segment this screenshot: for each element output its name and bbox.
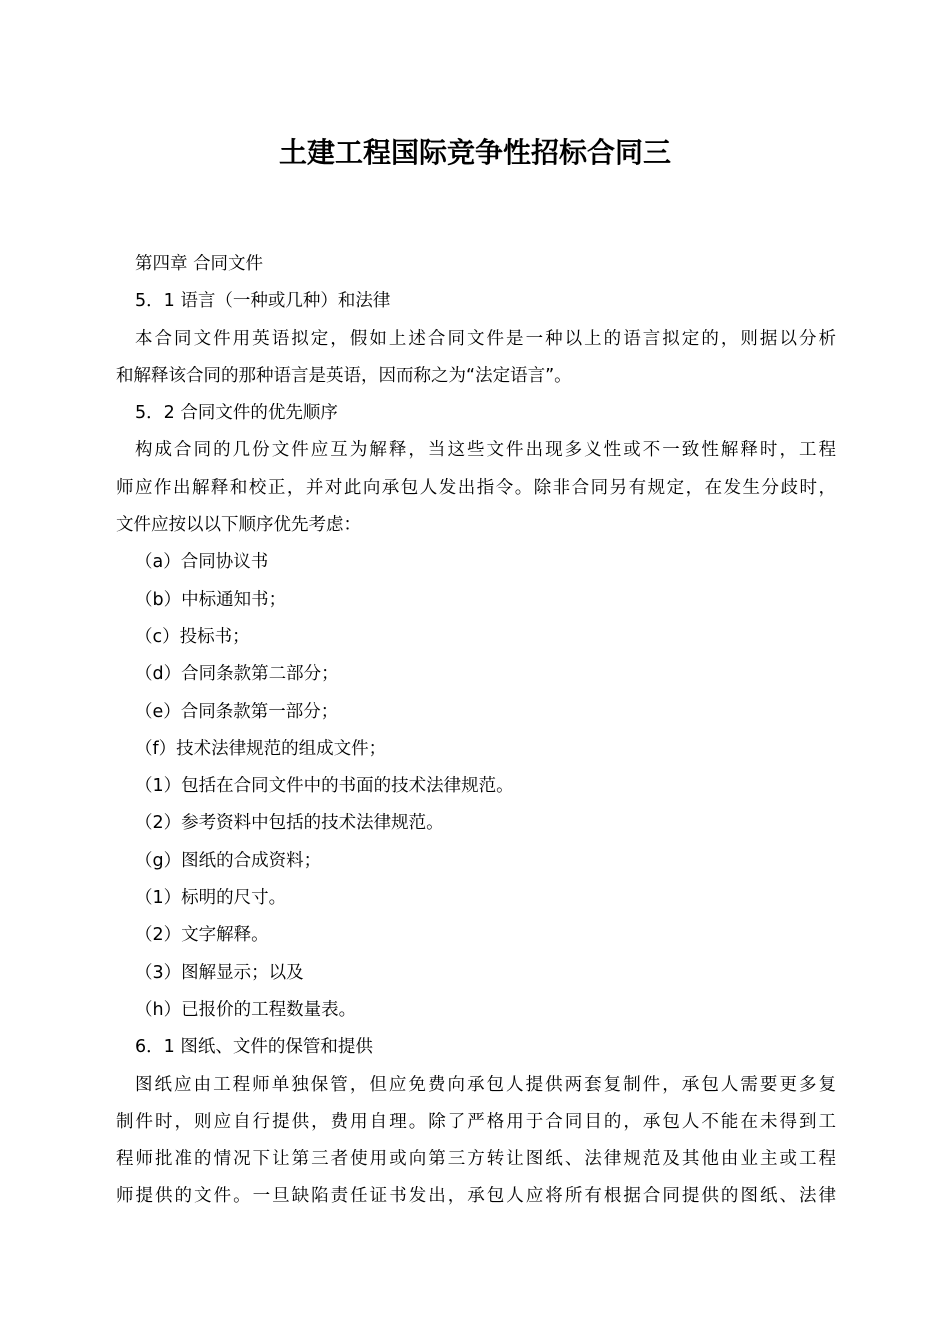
section-heading-5-2: 5．2 合同文件的优先顺序 (135, 403, 338, 424)
list-item: （3）图解显示；以及 (135, 962, 304, 983)
section-heading-6-1: 6．1 图纸、文件的保管和提供 (135, 1037, 373, 1058)
chapter-heading: 第四章 合同文件 (135, 254, 264, 274)
section-heading-5-1: 5．1 语言（一种或几种）和法律 (135, 291, 391, 312)
list-item: （h）已报价的工程数量表。 (135, 999, 357, 1020)
paragraph-line: 制件时，则应自行提供，费用自理。除了严格用于合同目的，承包人不能在未得到工 (116, 1111, 836, 1132)
paragraph-line: 图纸应由工程师单独保管，但应免费向承包人提供两套复制件，承包人需要更多复 (135, 1074, 836, 1095)
list-item: （a）合同协议书 (135, 552, 269, 573)
list-item: （b）中标通知书； (135, 589, 287, 610)
list-item: （c）投标书； (135, 626, 250, 647)
list-item: （d）合同条款第二部分； (135, 664, 339, 685)
list-item: （1）包括在合同文件中的书面的技术法律规范。 (135, 776, 514, 797)
paragraph-line: 文件应按以以下顺序优先考虑： (116, 515, 361, 536)
paragraph-line: 师提供的文件。一旦缺陷责任证书发出，承包人应将所有根据合同提供的图纸、法律 (116, 1186, 836, 1207)
paragraph-line: 本合同文件用英语拟定，假如上述合同文件是一种以上的语言拟定的，则据以分析 (135, 328, 836, 349)
list-item: （g）图纸的合成资料； (135, 850, 322, 871)
paragraph-line: 和解释该合同的那种语言是英语，因而称之为“法定语言”。 (116, 365, 572, 386)
paragraph-line: 构成合同的几份文件应互为解释，当这些文件出现多义性或不一致性解释时，工程 (135, 440, 836, 461)
list-item: （1）标明的尺寸。 (135, 888, 287, 909)
list-item: （f）技术法律规范的组成文件； (135, 738, 387, 759)
paragraph-line: 师应作出解释和校正，并对此向承包人发出指令。除非合同另有规定，在发生分歧时， (116, 477, 836, 498)
list-item: （2）文字解释。 (135, 925, 269, 946)
paragraph-line: 程师批准的情况下让第三者使用或向第三方转让图纸、法律规范及其他由业主或工程 (116, 1149, 836, 1170)
document-body (116, 246, 836, 1216)
document-title: 土建工程国际竞争性招标合同三 (278, 136, 671, 169)
list-item: （e）合同条款第一部分； (135, 701, 339, 722)
list-item: （2）参考资料中包括的技术法律规范。 (135, 813, 444, 834)
